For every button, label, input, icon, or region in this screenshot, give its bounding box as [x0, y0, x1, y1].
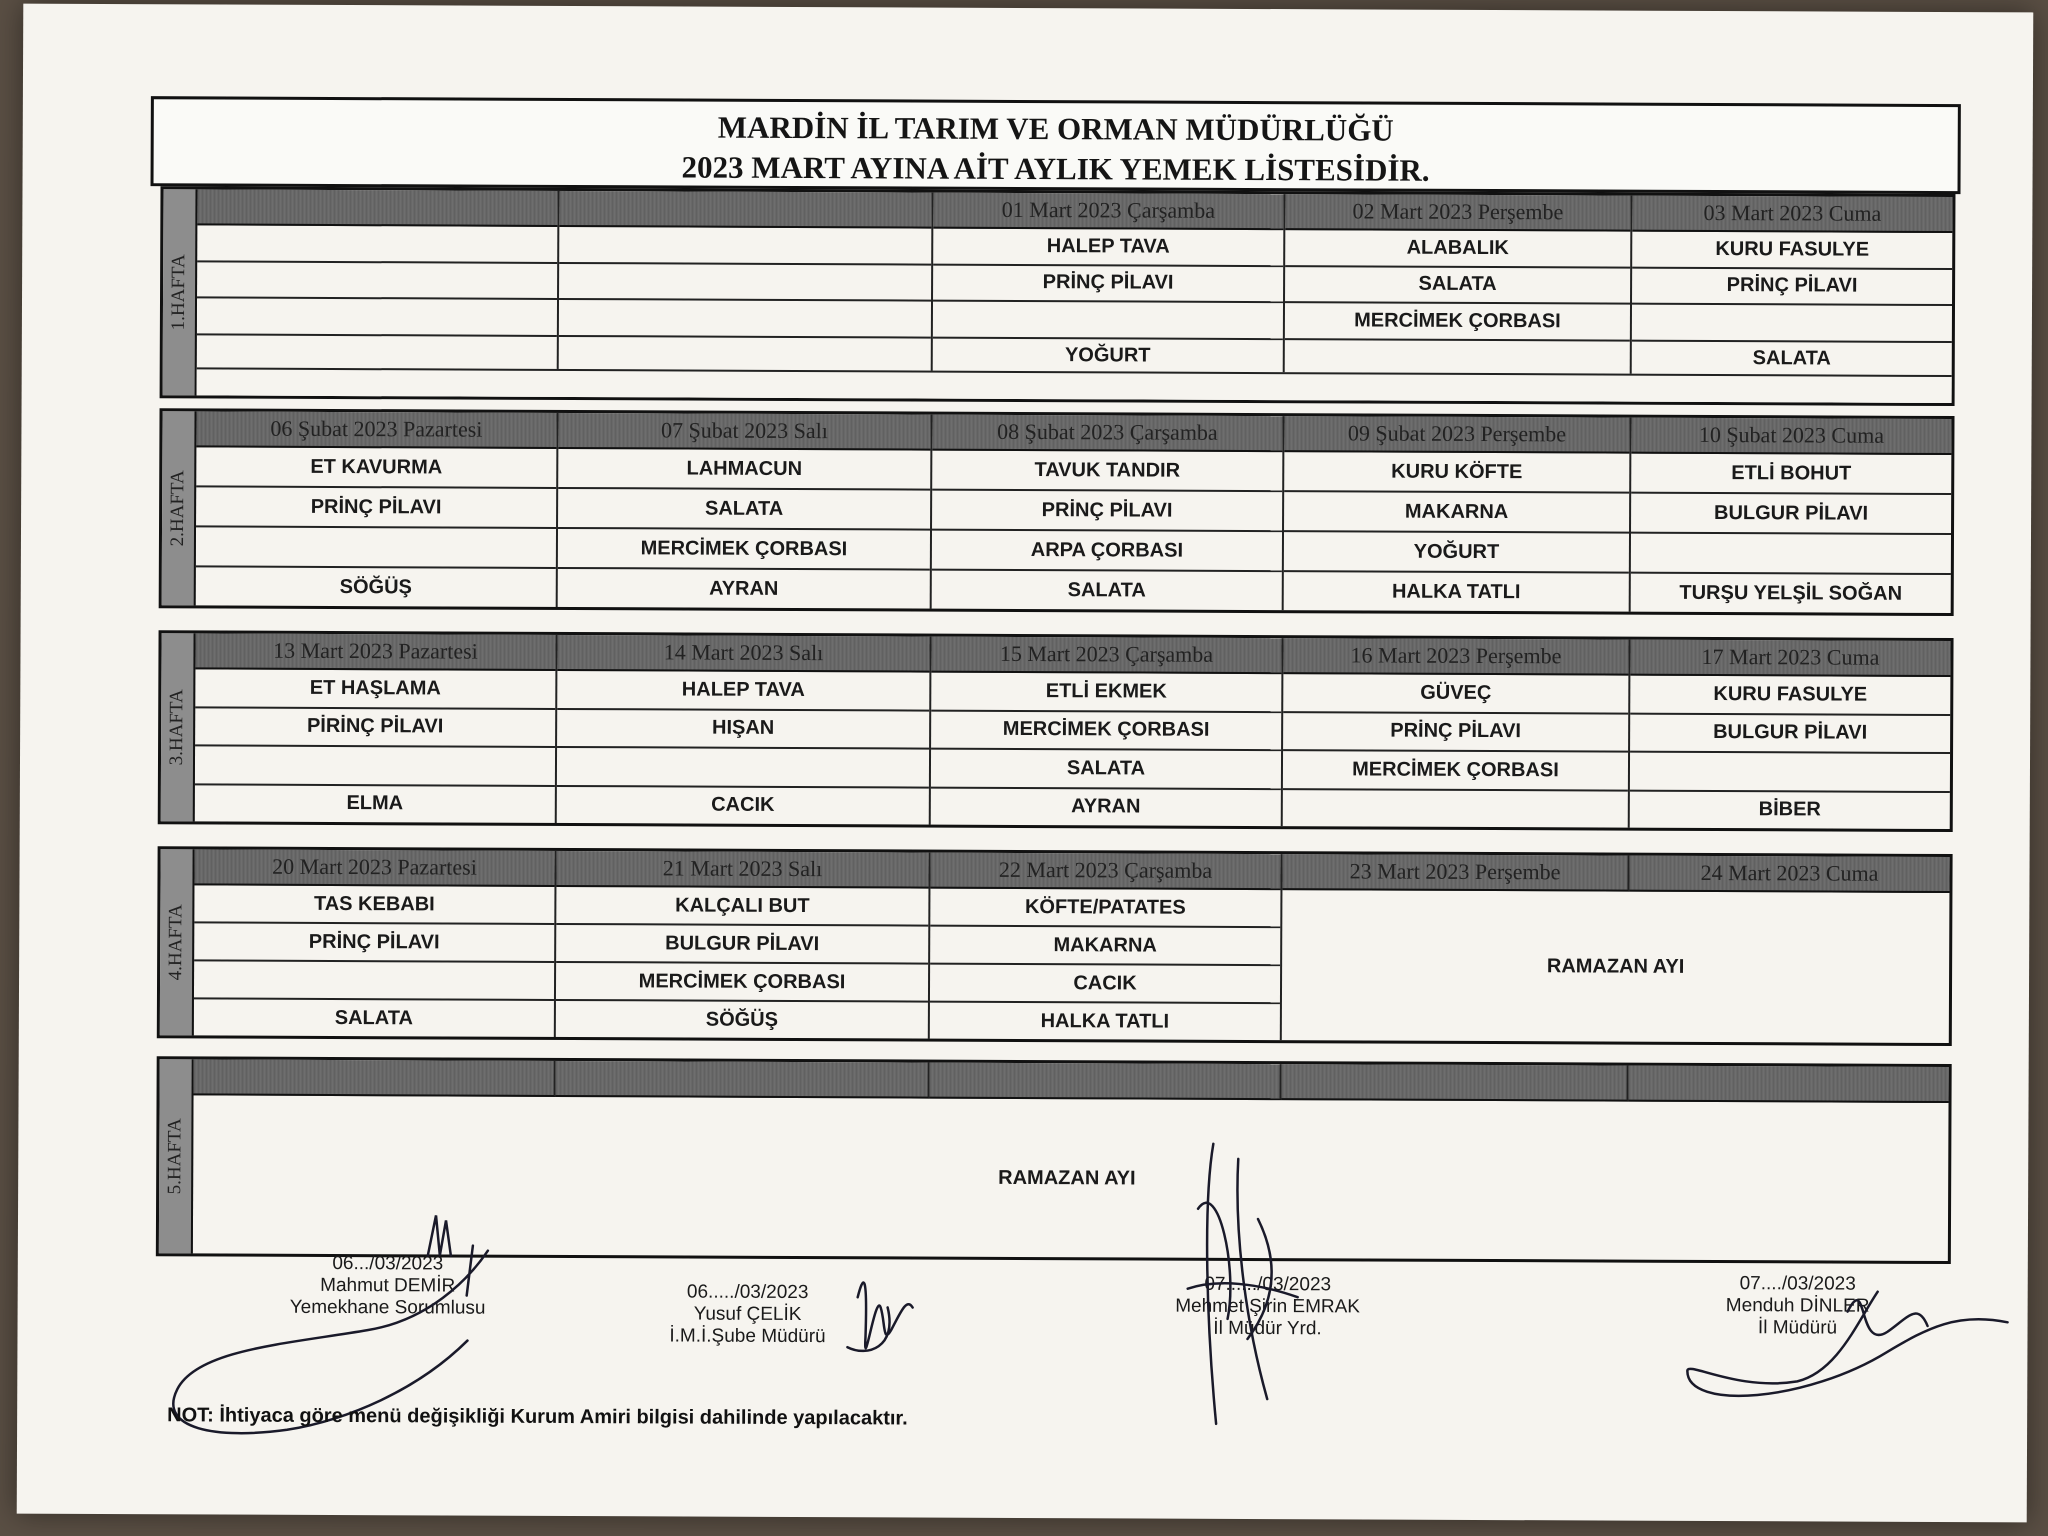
ramazan-notice: RAMAZAN AYI: [1546, 954, 1685, 978]
menu-item: CACIK: [930, 965, 1280, 1005]
menu-item: HALKA TATLI: [1040, 1009, 1170, 1033]
menu-item: HALEP TAVA: [933, 229, 1283, 267]
signatory-title: İ.M.İ.Şube Müdürü: [669, 1325, 826, 1348]
menu-item: PRİNÇ PİLAVI: [1632, 268, 1952, 306]
menu-item: PRİNÇ PİLAVI: [194, 923, 554, 963]
menu-item: ETLİ BOHUT: [1631, 454, 1951, 495]
menu-item: PRİNÇ PİLAVI: [933, 265, 1283, 303]
signatory-title: Yemekhane Sorumlusu: [289, 1296, 486, 1319]
day-header: 15 Mart 2023 Çarşamba: [931, 637, 1281, 675]
menu-item: HIŞAN: [557, 709, 929, 749]
menu-item: AYRAN: [709, 577, 779, 600]
day-header: 01 Mart 2023 Çarşamba: [933, 193, 1283, 231]
menu-item: YOĞURT: [1284, 532, 1629, 574]
menu-item: ET HAŞLAMA: [195, 669, 555, 709]
signature-date: 07..../03/2023: [1739, 1273, 1856, 1295]
menu-item: SALATA: [931, 750, 1281, 790]
menu-item: BİBER: [1758, 798, 1821, 821]
menu-item: MERCİMEK ÇORBASI: [1283, 751, 1628, 791]
menu-item: BULGUR PİLAVI: [1630, 714, 1950, 754]
menu-item: CACIK: [711, 793, 775, 817]
menu-item: KALÇALI BUT: [556, 887, 928, 927]
menu-item: ALABALIK: [1285, 230, 1630, 268]
day-header: 03 Mart 2023 Cuma: [1632, 196, 1952, 233]
menu-item: PRİNÇ PİLAVI: [1283, 713, 1628, 753]
menu-item: ARPA ÇORBASI: [932, 531, 1282, 573]
title-line-2: 2023 MART AYINA AİT AYLIK YEMEK LİSTESİDİR.: [681, 149, 1430, 188]
day-header: 21 Mart 2023 Salı: [556, 851, 928, 889]
day-header: 14 Mart 2023 Salı: [557, 635, 929, 673]
footer-note: NOT: İhtiyaca göre menü değişikliği Kurum Amiri bilgisi dahilinde yapılacaktır.: [167, 1404, 908, 1430]
day-header: 23 Mart 2023 Perşembe: [1282, 854, 1629, 892]
paper-sheet: [17, 4, 2034, 1523]
week-label: 2.HAFTA: [162, 411, 197, 605]
day-header: 17 Mart 2023 Cuma: [1630, 640, 1950, 677]
menu-item: HALEP TAVA: [557, 671, 929, 711]
menu-item: HALKA TATLI: [1391, 580, 1521, 603]
menu-item: TAS KEBABI: [194, 885, 554, 925]
signatory-title: İl Müdür Yrd.: [1213, 1317, 1322, 1340]
day-header: 08 Şubat 2023 Çarşamba: [932, 415, 1282, 453]
menu-item: MERCİMEK ÇORBASI: [558, 529, 930, 571]
day-header: 13 Mart 2023 Pazartesi: [195, 633, 555, 671]
week-label: 5.HAFTA: [159, 1059, 194, 1253]
menu-item: MERCİMEK ÇORBASI: [556, 963, 928, 1003]
menu-item: KÖFTE/PATATES: [930, 889, 1280, 929]
menu-item: ELMA: [346, 792, 404, 815]
day-header: 07 Şubat 2023 Salı: [558, 413, 930, 451]
menu-item: KURU FASULYE: [1632, 232, 1952, 270]
menu-item: MERCİMEK ÇORBASI: [1285, 303, 1630, 341]
menu-item: KURU KÖFTE: [1284, 452, 1629, 494]
menu-item: PRİNÇ PİLAVI: [196, 487, 556, 529]
menu-item: BULGUR PİLAVI: [1631, 494, 1951, 535]
signature-date: 06.../03/2023: [332, 1252, 444, 1275]
handwritten-signatures: [17, 4, 2034, 1523]
menu-item: TAVUK TANDIR: [932, 451, 1282, 493]
menu-item: BULGUR PİLAVI: [556, 925, 928, 965]
menu-item: SÖĞÜŞ: [339, 575, 412, 598]
menu-item: ET KAVURMA: [196, 447, 556, 489]
day-header: 24 Mart 2023 Cuma: [1629, 856, 1949, 893]
week-label: 4.HAFTA: [160, 849, 195, 1035]
menu-item: PRİNÇ PİLAVI: [932, 491, 1282, 533]
menu-item: LAHMACUN: [558, 449, 930, 491]
menu-item: SALATA: [334, 1006, 413, 1029]
menu-item: SÖĞÜŞ: [705, 1008, 779, 1031]
day-header: 02 Mart 2023 Perşembe: [1285, 194, 1630, 232]
menu-item: GÜVEÇ: [1283, 674, 1628, 714]
day-header: 16 Mart 2023 Perşembe: [1283, 638, 1628, 676]
menu-item: SALATA: [558, 489, 930, 531]
menu-item: TURŞU YELŞİL SOĞAN: [1679, 581, 1903, 605]
day-header: 06 Şubat 2023 Pazartesi: [196, 411, 556, 449]
menu-item: MAKARNA: [930, 927, 1280, 967]
week-label: 3.HAFTA: [161, 633, 196, 821]
signature-date: 07....../03/2023: [1204, 1273, 1332, 1296]
signatory-title: İl Müdürü: [1757, 1317, 1838, 1339]
signatory-name: Yusuf ÇELİK: [693, 1303, 802, 1326]
menu-item: YOĞURT: [1064, 344, 1151, 367]
signatory-name: Menduh DİNLER: [1725, 1295, 1870, 1317]
menu-item: MAKARNA: [1284, 492, 1629, 534]
ramazan-notice: RAMAZAN AYI: [998, 1166, 1136, 1189]
menu-item: SALATA: [1067, 578, 1146, 602]
menu-item: KURU FASULYE: [1630, 676, 1950, 716]
week-label: 1.HAFTA: [163, 189, 198, 395]
menu-item: MERCİMEK ÇORBASI: [931, 711, 1281, 751]
signature-date: 06...../03/2023: [686, 1281, 809, 1304]
title-line-1: MARDİN İL TARIM VE ORMAN MÜDÜRLÜĞÜ: [717, 109, 1394, 148]
day-header: 20 Mart 2023 Pazartesi: [194, 849, 554, 887]
menu-item: SALATA: [1285, 267, 1630, 305]
day-header: 10 Şubat 2023 Cuma: [1631, 418, 1951, 455]
signatory-name: Mehmet Şirin EMRAK: [1175, 1295, 1361, 1318]
signatory-name: Mahmut DEMİR: [320, 1274, 456, 1297]
menu-item: AYRAN: [1071, 795, 1141, 818]
menu-item: ETLİ EKMEK: [931, 673, 1281, 713]
day-header: 22 Mart 2023 Çarşamba: [930, 853, 1280, 891]
menu-item: PİRİNÇ PİLAVI: [195, 708, 555, 748]
day-header: 09 Şubat 2023 Perşembe: [1284, 416, 1629, 454]
menu-item: SALATA: [1752, 347, 1831, 370]
